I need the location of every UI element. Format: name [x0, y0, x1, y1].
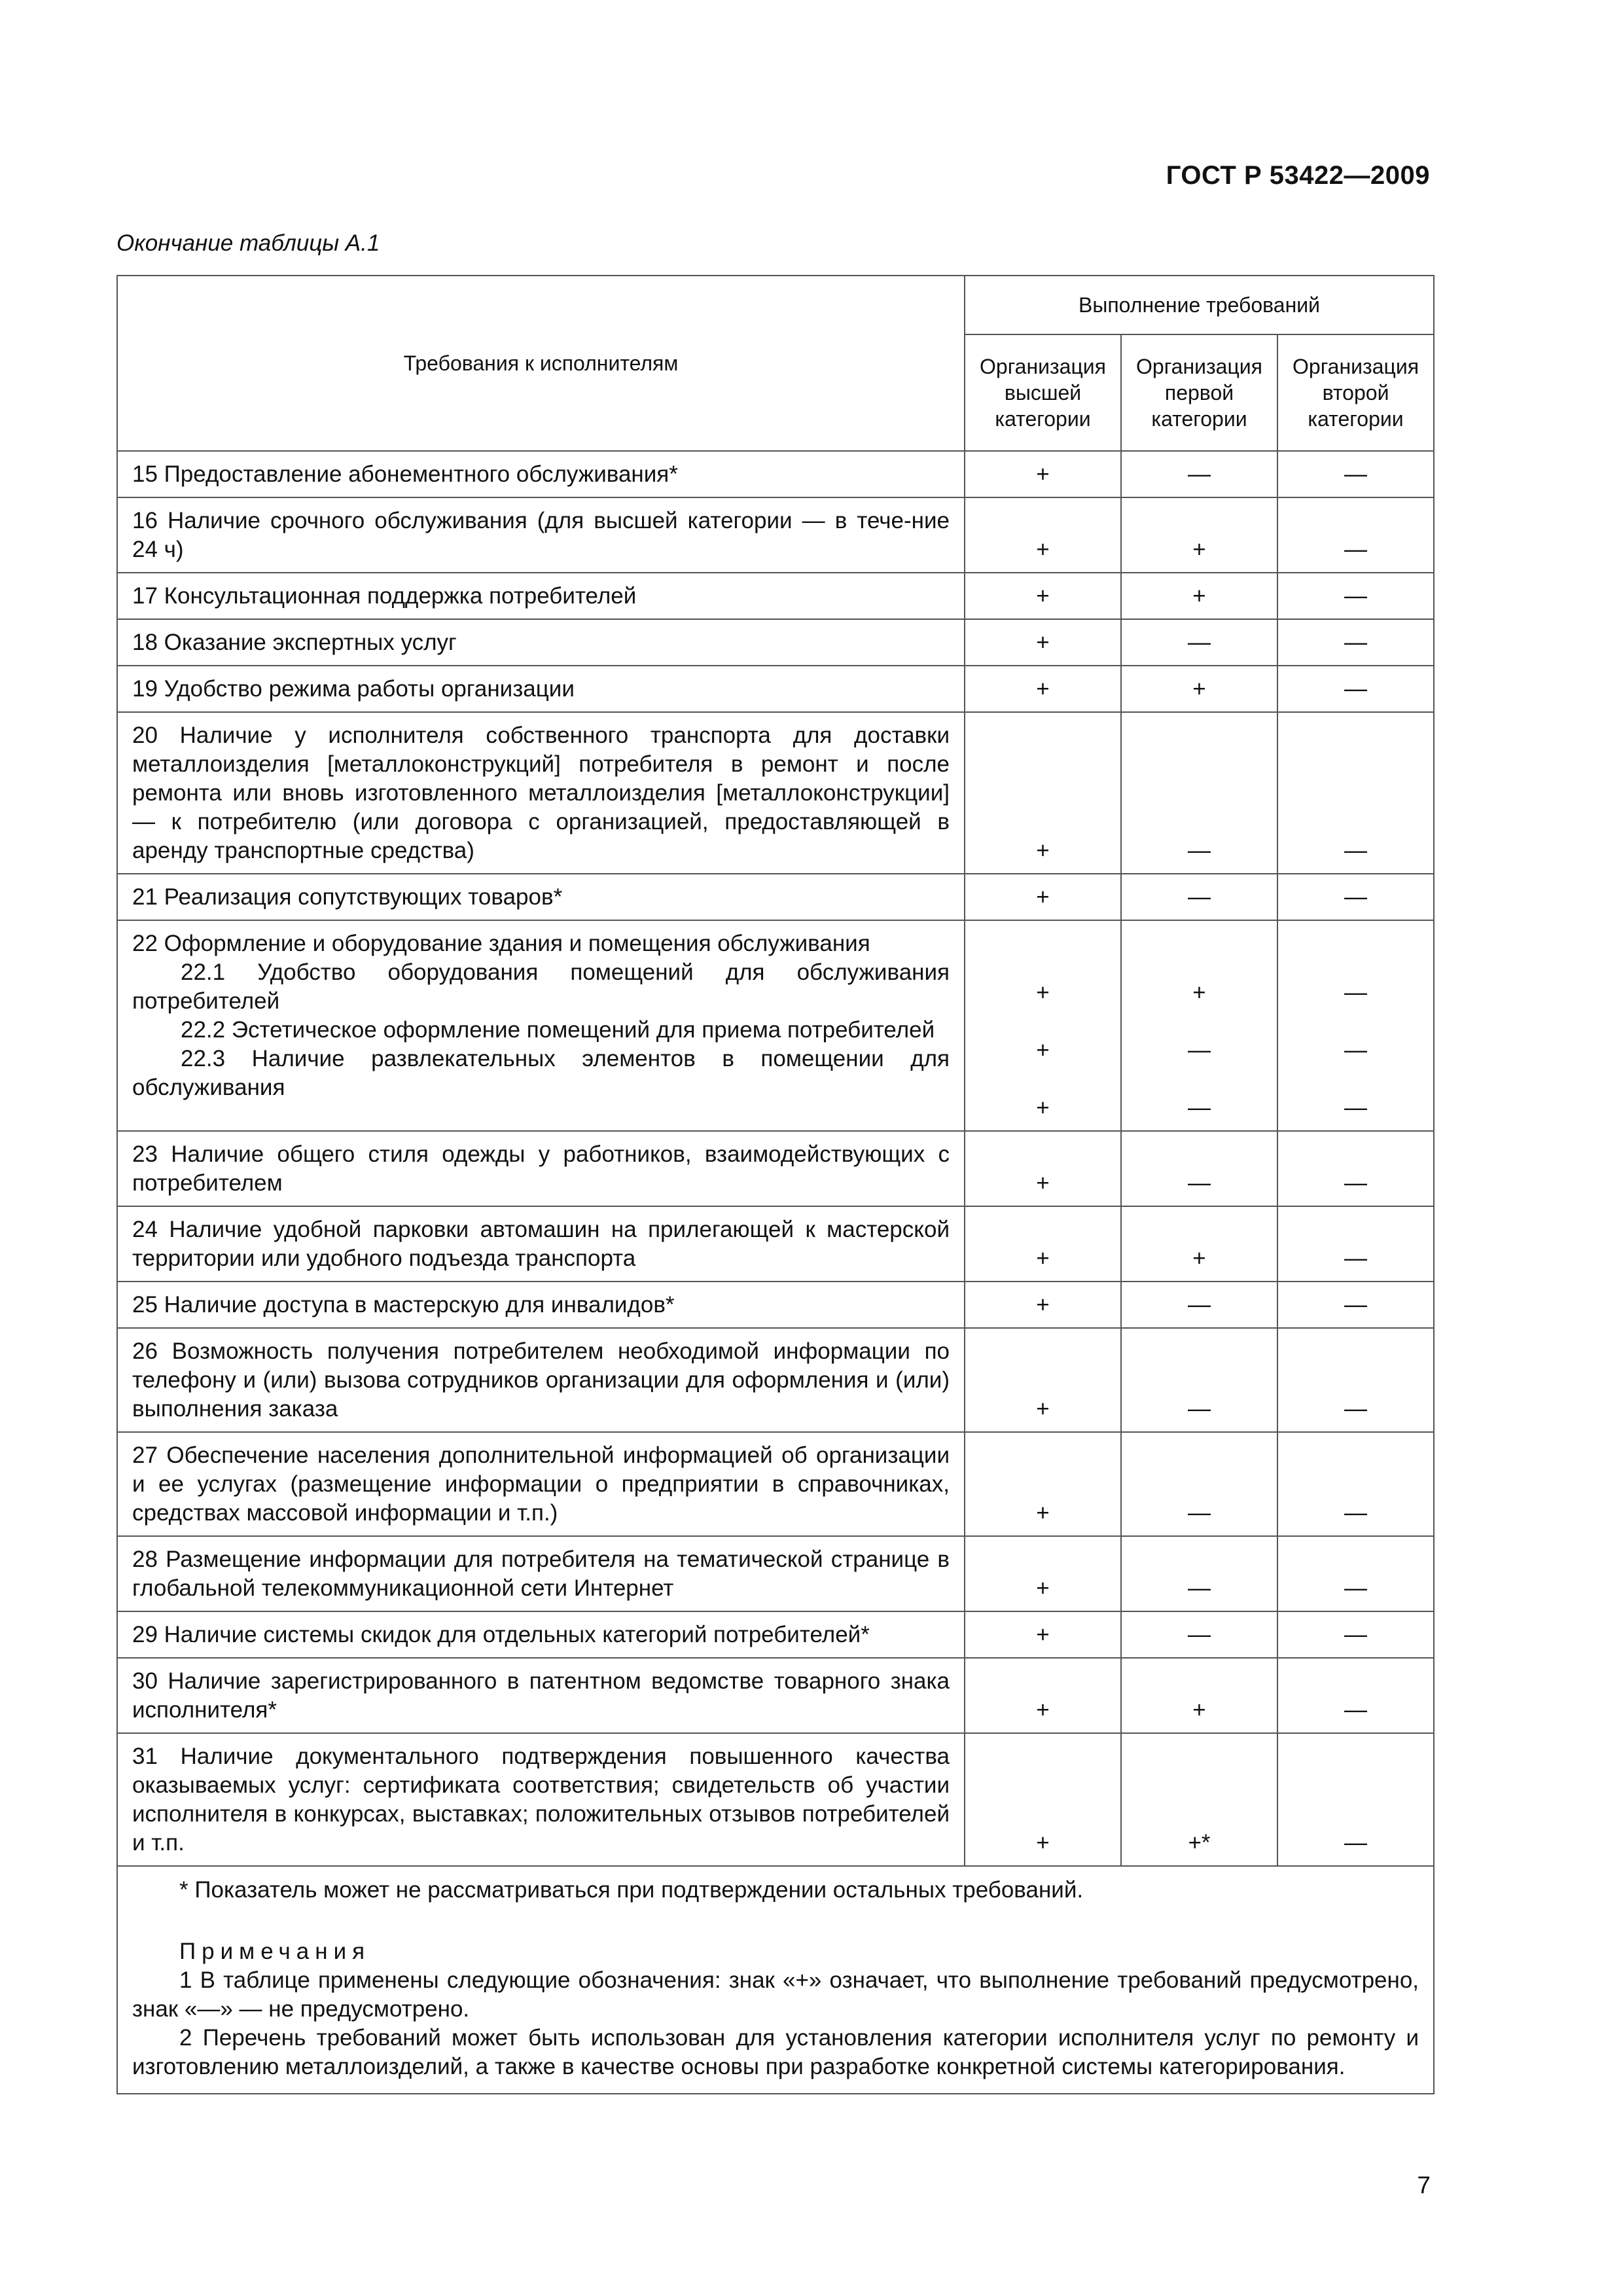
requirement-text: 29 Наличие системы скидок для отдельных категорий потребителей* [132, 1622, 870, 1647]
mark-cell-highest: + [965, 1658, 1121, 1733]
requirement-cell [117, 1611, 965, 1658]
mark-cell-second: — [1277, 1536, 1434, 1611]
table-row [117, 1432, 1434, 1536]
table-notes [117, 1866, 1434, 2094]
mark-cell-second: — [1277, 1432, 1434, 1536]
mark-cell-second: — [1277, 619, 1434, 666]
mark-cell-highest: + [965, 1282, 1121, 1328]
mark-cell-highest: + [965, 619, 1121, 666]
mark-cell-first: — [1121, 1536, 1277, 1611]
mark-cell-first: +* [1121, 1733, 1277, 1866]
table-row [117, 1131, 1434, 1206]
table-row [117, 666, 1434, 712]
table-row [117, 1282, 1434, 1328]
requirement-text: 21 Реализация сопутствующих товаров* [132, 884, 563, 910]
requirement-text: 23 Наличие общего стиля одежды у работников, взаимодействующих с потребителем [132, 1141, 950, 1196]
sub-requirement-text: 22.3 Наличие развлекательных элементов в помещении для обслуживания [132, 1046, 950, 1100]
mark-cell-first: — [1121, 874, 1277, 920]
requirement-text: 15 Предоставление абонементного обслуживания* [132, 461, 678, 487]
table-row [117, 874, 1434, 920]
table-row [117, 1733, 1434, 1866]
mark-cell-second: — [1277, 1611, 1434, 1658]
mark-cell-second: — [1277, 666, 1434, 712]
requirement-cell [117, 1206, 965, 1282]
mark-cell-second: — [1277, 451, 1434, 497]
mark-cell-highest: + [965, 712, 1121, 874]
requirement-cell [117, 1131, 965, 1206]
requirement-cell [117, 451, 965, 497]
requirement-cell [117, 1432, 965, 1536]
requirement-text: 26 Возможность получения потребителем необходимой информации по телефону и (или) вызова сотрудников организации для оформления и (или) выполнения заказа [132, 1338, 950, 1422]
requirement-text: 19 Удобство режима работы организации [132, 676, 575, 702]
page-number: 7 [1417, 2172, 1431, 2198]
requirement-cell [117, 1658, 965, 1733]
sub-requirement-text: 22.1 Удобство оборудования помещений для обслуживания потребителей [132, 960, 950, 1014]
column-header-requirements: Требования к исполнителям [117, 276, 965, 451]
mark-cell-first: + — — [1121, 920, 1277, 1131]
requirement-text: 28 Размещение информации для потребителя на тематической странице в глобальной телекоммуникационной сети Интернет [132, 1547, 950, 1601]
mark-cell-highest: + [965, 1131, 1121, 1206]
note-1: 1 В таблице применены следующие обозначения: знак «+» означает, что выполнение требований предусмотрено, знак «—» — не предусмотрено. [132, 1967, 1419, 2022]
mark-cell-highest: + [965, 1733, 1121, 1866]
mark-cell-first: — [1121, 1328, 1277, 1432]
mark-cell-first: + [1121, 573, 1277, 619]
mark-cell-second: — [1277, 874, 1434, 920]
table-row [117, 1206, 1434, 1282]
mark-cell-second: — [1277, 1282, 1434, 1328]
footnote: * Показатель может не рассматриваться при подтверждении остальных требований. [179, 1877, 1084, 1903]
column-header-category-highest: Организация высшей категории [965, 334, 1121, 451]
column-header-category-second: Организация второй категории [1277, 334, 1434, 451]
mark-cell-second: — [1277, 1733, 1434, 1866]
requirement-cell [117, 920, 965, 1131]
mark-cell-highest: + [965, 874, 1121, 920]
mark-cell-first: — [1121, 712, 1277, 874]
column-header-fulfillment: Выполнение требований [965, 276, 1434, 334]
table-row [117, 573, 1434, 619]
requirement-cell [117, 619, 965, 666]
requirement-text: 30 Наличие зарегистрированного в патентном ведомстве товарного знака исполнителя* [132, 1668, 950, 1723]
table-body [117, 451, 1434, 1866]
requirement-cell [117, 712, 965, 874]
mark-cell-highest: + [965, 573, 1121, 619]
table-row [117, 1658, 1434, 1733]
table-row [117, 1536, 1434, 1611]
requirement-cell [117, 1328, 965, 1432]
mark-cell-highest: + [965, 1328, 1121, 1432]
mark-cell-first: — [1121, 1432, 1277, 1536]
requirement-text: 24 Наличие удобной парковки автомашин на прилегающей к мастерской территории или удобного подъезда транспорта [132, 1217, 950, 1271]
requirement-text: 31 Наличие документального подтверждения повышенного качества оказываемых услуг: сертификата соответствия; свидетельств об участии исполнителя в конкурсах, выставках; положительных отзывов потребителей и т.п. [132, 1744, 950, 1856]
mark-cell-first: — [1121, 1611, 1277, 1658]
mark-cell-second: — [1277, 1328, 1434, 1432]
requirement-cell [117, 573, 965, 619]
table-caption: Окончание таблицы А.1 [116, 230, 380, 256]
requirement-cell [117, 1733, 965, 1866]
requirement-text: 25 Наличие доступа в мастерскую для инвалидов* [132, 1292, 675, 1318]
mark-cell-second: — [1277, 1658, 1434, 1733]
mark-cell-highest: + [965, 1536, 1121, 1611]
table-row [117, 1328, 1434, 1432]
mark-cell-highest: + [965, 497, 1121, 573]
document-code: ГОСТ Р 53422—2009 [1166, 161, 1430, 190]
requirement-cell [117, 1282, 965, 1328]
mark-cell-first: + [1121, 1658, 1277, 1733]
requirement-text: 22 Оформление и оборудование здания и помещения обслуживания [132, 931, 870, 956]
requirement-cell [117, 874, 965, 920]
table-row [117, 497, 1434, 573]
mark-cell-second: — [1277, 1131, 1434, 1206]
mark-cell-second: — [1277, 497, 1434, 573]
mark-cell-first: — [1121, 1131, 1277, 1206]
mark-cell-second: — — — [1277, 920, 1434, 1131]
requirement-cell [117, 497, 965, 573]
mark-cell-first: — [1121, 451, 1277, 497]
mark-cell-second: — [1277, 1206, 1434, 1282]
table-row [117, 920, 1434, 1131]
note-2: 2 Перечень требований может быть использован для установления категории исполнителя услуг по ремонту и изготовлению металлоизделий, а также в качестве основы при разработке конкретной системы категорирования. [132, 2025, 1419, 2079]
notes-title: Примечания [179, 1939, 371, 1964]
requirement-text: 27 Обеспечение населения дополнительной информацией об организации и ее услугах (размещение информации о предприятии в справочниках, средствах массовой информации и т.п.) [132, 1443, 950, 1526]
requirement-text: 20 Наличие у исполнителя собственного транспорта для доставки металлоизделия [металлоконструкций] потребителя в ремонт и после ремонта или вновь изготовленного металлоизделия [металлоконструкции] — к потребителю (или договора с организацией, предоставляющей в аренду транспортные средства) [132, 723, 950, 863]
mark-cell-second: — [1277, 573, 1434, 619]
table-row [117, 712, 1434, 874]
requirements-table [116, 275, 1435, 2094]
mark-cell-highest: + [965, 666, 1121, 712]
table-row [117, 451, 1434, 497]
mark-cell-highest: + [965, 1432, 1121, 1536]
mark-cell-first: — [1121, 1282, 1277, 1328]
requirement-cell [117, 666, 965, 712]
mark-cell-first: — [1121, 619, 1277, 666]
mark-cell-highest: + + + [965, 920, 1121, 1131]
table-row [117, 619, 1434, 666]
table-row [117, 1611, 1434, 1658]
mark-cell-first: + [1121, 666, 1277, 712]
requirement-text: 17 Консультационная поддержка потребителей [132, 583, 637, 609]
requirement-cell [117, 1536, 965, 1611]
mark-cell-highest: + [965, 1206, 1121, 1282]
sub-requirement-text: 22.2 Эстетическое оформление помещений для приема потребителей [181, 1017, 935, 1043]
mark-cell-first: + [1121, 497, 1277, 573]
mark-cell-highest: + [965, 451, 1121, 497]
mark-cell-first: + [1121, 1206, 1277, 1282]
column-header-category-first: Организация первой категории [1121, 334, 1277, 451]
requirement-text: 18 Оказание экспертных услуг [132, 630, 457, 655]
mark-cell-second: — [1277, 712, 1434, 874]
mark-cell-highest: + [965, 1611, 1121, 1658]
requirement-text: 16 Наличие срочного обслуживания (для высшей категории — в тече-ние 24 ч) [132, 508, 950, 562]
